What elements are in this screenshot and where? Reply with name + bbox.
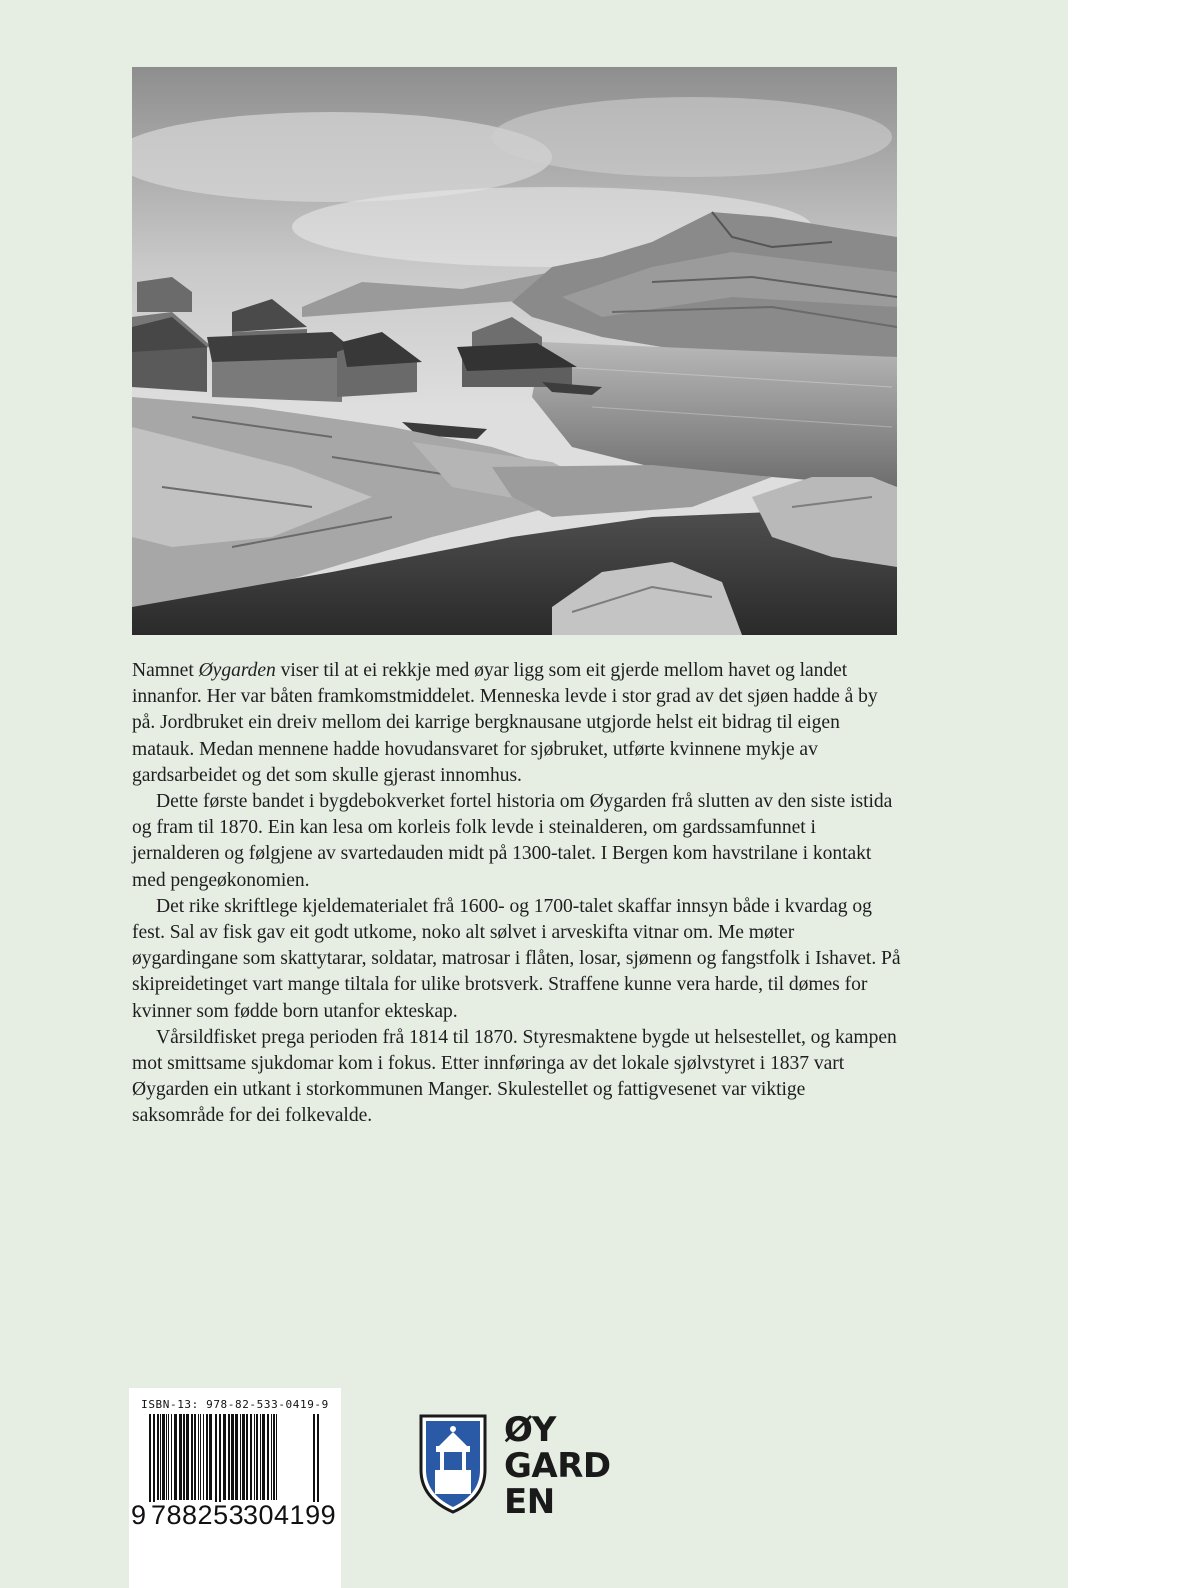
blurb-p1-start: Namnet xyxy=(132,660,199,681)
logo-line-1: ØY xyxy=(504,1410,556,1450)
blurb-p1-emphasis: Øygarden xyxy=(198,660,276,681)
isbn-label: ISBN-13: 978-82-533-0419-9 xyxy=(141,1398,329,1411)
blurb-paragraph-1 xyxy=(132,658,902,789)
barcode-bar xyxy=(157,1414,159,1500)
barcode-bar xyxy=(166,1414,167,1500)
logo-wordmark xyxy=(504,1412,611,1520)
barcode-bar xyxy=(206,1414,208,1500)
barcode-bar xyxy=(209,1414,212,1500)
oygarden-logo xyxy=(418,1412,618,1522)
blurb-paragraph-4: Vårsildfisket prega perioden frå 1814 til 1870. Styresmaktene bygde ut helsestellet, og kampen mot smittsame sjukdomar kom i fokus. Etter innføringa av det lokale sjølvstyret i 1837 vart Øygarden ein utkant i storkommunen Manger. Skulestellet og fattigvesenet var viktige saksområde for dei folkevalde. xyxy=(132,1026,897,1127)
barcode-bar xyxy=(200,1414,201,1500)
barcode-bar xyxy=(179,1414,182,1500)
barcode-bar xyxy=(240,1414,241,1500)
barcode-bar xyxy=(223,1414,226,1500)
ean-right-digits: 304199 xyxy=(243,1500,337,1530)
barcode-bar xyxy=(242,1414,245,1500)
barcode-bar xyxy=(260,1414,261,1500)
barcode-bar xyxy=(276,1414,277,1500)
ean-first-digit: 9 xyxy=(131,1500,147,1530)
barcode-bar xyxy=(198,1414,199,1500)
barcode-bar xyxy=(254,1414,255,1500)
blurb-p1-rest: viser til at ei rekkje med øyar ligg som eit gjerde mellom havet og landet innanfor. Her var båten framkomstmiddelet. Menneska levde i stor grad av det sjøen hadde å by på. Jordbruket ein dreiv mellom dei karrige bergknausane utgjorde helst eit bidrag til eigen matauk. Medan mennene hadde hovudansvaret for sjøbruket, utførte kvinnene mykje av gardsarbeidet og det som skulle gjerast innomhus. xyxy=(132,660,878,786)
logo-line-2: GARD xyxy=(504,1446,611,1486)
barcode-bar xyxy=(183,1414,185,1500)
barcode-guard xyxy=(219,1414,221,1502)
barcode-bar xyxy=(186,1414,189,1500)
barcode-guard xyxy=(149,1414,151,1502)
well-house-shield-icon xyxy=(418,1412,488,1516)
barcode-bar xyxy=(267,1414,269,1500)
barcode-bars xyxy=(147,1414,323,1502)
barcode-bar xyxy=(168,1414,169,1500)
barcode-bar xyxy=(250,1414,252,1500)
barcode-bar xyxy=(246,1414,248,1500)
barcode-bar xyxy=(273,1414,275,1500)
isbn-barcode xyxy=(129,1388,341,1588)
barcode-guard xyxy=(215,1414,217,1502)
barcode-bar xyxy=(194,1414,196,1500)
blurb-paragraph-2: Dette første bandet i bygdebokverket fortel historia om Øygarden frå slutten av den siste istida og fram til 1870. Ein kan lesa om korleis folk levde i steinalderen, om gardssamfunnet i jernalderen og følgjene av svartedauden midt på 1300-talet. I Bergen kom havstrilane i kontakt med pengeøkonomien. xyxy=(132,791,893,891)
barcode-bar xyxy=(191,1414,193,1500)
barcode-bar xyxy=(256,1414,258,1500)
barcode-bar xyxy=(160,1414,161,1500)
landscape-photo-icon xyxy=(132,67,897,635)
landscape-photo xyxy=(132,67,897,635)
blurb-paragraph-3: Det rike skriftlege kjeldematerialet frå 1600- og 1700-talet skaffar innsyn både i kvardag og fest. Sal av fisk gav eit godt utkome, noko alt sølvet i arveskifta vitnar om. Me møter øygardingane som skattytarar, soldatar, matrosar i flåten, losar, sjømenn og fangstfolk i Ishavet. På skipreidetinget vart mange tiltala for ulike brotsverk. Straffene kunne vera harde, til dømes for kvinner som fødde born utanfor ekteskap. xyxy=(132,895,901,1022)
barcode-bar xyxy=(162,1414,165,1500)
logo-line-3: EN xyxy=(504,1482,555,1522)
blurb-text xyxy=(132,658,902,1130)
barcode-guard xyxy=(153,1414,155,1502)
ean-left-digits: 788253 xyxy=(151,1500,245,1530)
barcode-bar xyxy=(235,1414,238,1500)
barcode-bar xyxy=(174,1414,177,1500)
barcode-bar xyxy=(228,1414,230,1500)
barcode-bar xyxy=(271,1414,272,1500)
barcode-bar xyxy=(231,1414,234,1500)
barcode-bar xyxy=(262,1414,265,1500)
barcode-guard xyxy=(317,1414,319,1502)
barcode-bar xyxy=(203,1414,204,1500)
barcode-bar xyxy=(171,1414,172,1500)
barcode-guard xyxy=(313,1414,315,1502)
